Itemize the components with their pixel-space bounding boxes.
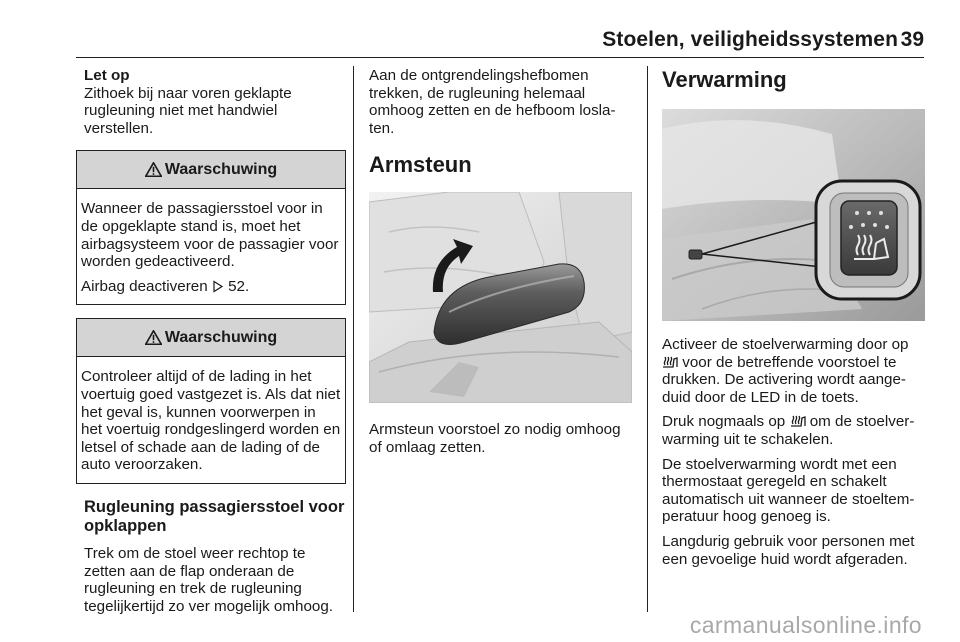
warning-box-airbag: [76, 150, 346, 305]
heating-heading: Verwarming: [662, 67, 787, 92]
warning-content: [77, 189, 345, 304]
warning-header: [77, 319, 345, 357]
section-heading-backrest: Rugleuning passagiersstoel voor opklappen: [84, 497, 345, 535]
reference-page[interactable]: 52.: [228, 277, 250, 295]
warning-title: Waarschuwing: [164, 161, 278, 179]
header-rule: [76, 57, 924, 58]
column-3: [662, 67, 928, 575]
armrest-heading: Armsteun: [369, 152, 472, 178]
section-text-backrest: Trek om de stoel weer rechtop te zetten aan de flap onderaan de rugleuning en trek de rugleuning tegelijkertijd zo ver mogelijk omhoog.: [84, 544, 334, 615]
column-2: [369, 67, 633, 464]
column-1: [81, 67, 346, 622]
heating-paragraph-deactivate: Druk nogmaals op om de stoelverwarming uit te schakelen.: [662, 413, 915, 448]
page-header-title: Stoelen, veiligheidssystemen: [602, 28, 898, 51]
warning-box-cargo: [76, 318, 346, 484]
warning-content: [77, 357, 345, 483]
armrest-caption: Armsteun voorstoel zo nodig omhoog of omlaag zetten.: [369, 421, 621, 456]
seat-heating-icon: [790, 413, 806, 428]
watermark-text: carmanualsonline.info: [689, 612, 922, 638]
note-title: Let op: [84, 67, 130, 84]
warning-reference: [81, 278, 341, 296]
armrest-illustration: [369, 192, 632, 403]
warning-title: Waarschuwing: [164, 329, 278, 347]
column-divider-1: [353, 66, 354, 612]
column-divider-2: [647, 66, 648, 612]
release-lever-text: Aan de ontgrendelingshefbomen trekken, de rugleuning helemaal omhoog zetten en de hefboom loslaten.: [369, 67, 616, 137]
note-body: Zithoek bij naar voren geklapte rugleuning niet met handwiel verstellen.: [84, 84, 292, 137]
heating-paragraph-warning: Langdurig gebruik voor personen met een gevoelige huid wordt afgeraden.: [662, 532, 915, 568]
warning-text: Wanneer de passagiersstoel voor in de opgeklapte stand is, moet het airbagsysteem voor de passagier voor worden gedeactiveerd.: [81, 200, 339, 271]
heating-paragraph-thermostat: De stoelverwarming wordt met een thermostaat geregeld en schakelt automatisch uit wanneer de stoeltemperatuur hoog genoeg is.: [662, 455, 915, 526]
page-number: 39: [900, 28, 924, 51]
heating-paragraph-activate: Activeer de stoelverwarming door op voor de betreffende voorstoel te drukken. De activering wordt aangeduid door de LED in de toets.: [662, 336, 909, 406]
warning-text: Controleer altijd of de lading in het voertuig goed vastgezet is. Als dat niet het geval is, kunnen voorwerpen in het voertuig rondgeslingerd worden en letsel of schade aan de lading of de auto veroorzaken.: [81, 368, 341, 474]
page-ref-arrow-icon: [212, 280, 224, 293]
warning-triangle-icon: [145, 330, 162, 345]
reference-label: Airbag deactiveren: [81, 277, 208, 295]
warning-header: [77, 151, 345, 189]
seat-heating-icon: [662, 354, 678, 369]
warning-triangle-icon: [145, 162, 162, 177]
seat-heating-illustration: [662, 109, 925, 321]
